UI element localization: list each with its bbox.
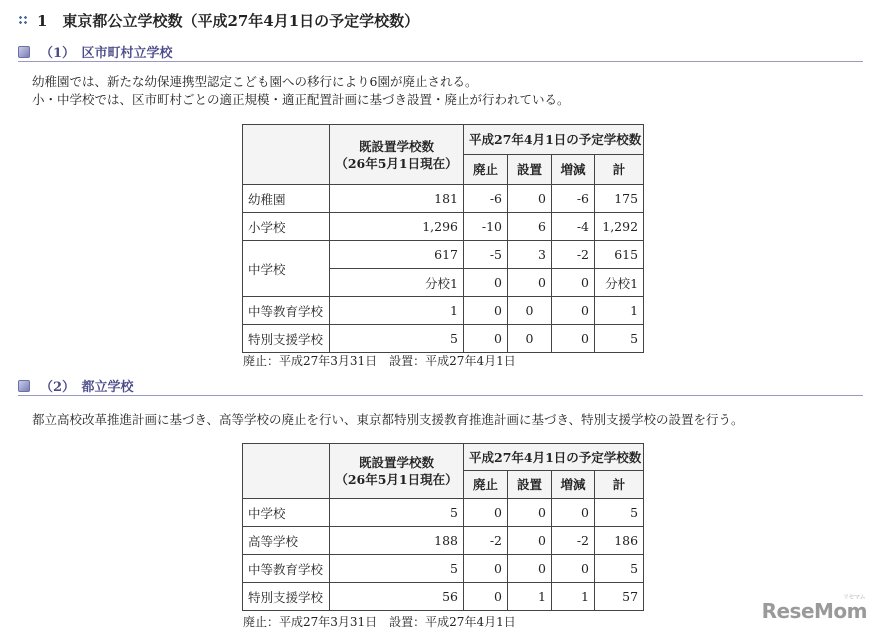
header-closed: 廃止	[464, 155, 508, 185]
metropolitan-schools-table	[242, 443, 644, 611]
table-row: 中等教育学校 5 0 0 0 5	[243, 555, 644, 583]
grid-dots-icon	[18, 15, 29, 26]
header-planned: 平成27年4月1日の予定学校数	[464, 444, 644, 471]
municipal-schools-table	[242, 124, 644, 353]
section1-heading	[18, 42, 173, 61]
logo-kana: リセマム	[843, 594, 865, 601]
table-row: 特別支援学校 56 0 1 1 57	[243, 583, 644, 611]
header-change: 増減	[552, 471, 595, 499]
table-note: 廃止：平成27年3月31日 設置：平成27年4月1日	[243, 615, 516, 629]
header-planned: 平成27年4月1日の予定学校数	[464, 125, 644, 155]
table-row: 高等学校 188 -2 0 -2 186	[243, 527, 644, 555]
paragraph-line: 幼稚園では、新たな幼保連携型認定こども園への移行により6園が廃止される。	[32, 74, 478, 89]
section1-paragraph	[32, 73, 570, 109]
section1-heading-text: （1） 区市町村立学校	[40, 46, 173, 61]
header-existing: 既設置学校数 （26年5月1日現在）	[330, 444, 464, 499]
table-row: 小学校 1,296 -10 6 -4 1,292	[243, 213, 644, 241]
header-closed: 廃止	[464, 471, 508, 499]
table-corner-cell	[243, 125, 330, 185]
header-existing: 既設置学校数 （26年5月1日現在）	[330, 125, 464, 185]
header-opened: 設置	[508, 471, 552, 499]
paragraph-line: 都立高校改革推進計画に基づき、高等学校の廃止を行い、東京都特別支援教育推進計画に基づき、特別支援学校の設置を行う。	[32, 412, 744, 427]
section2-divider	[18, 395, 863, 396]
square-bullet-icon	[18, 380, 30, 392]
table-row: 特別支援学校 5 0 0 0 5	[243, 325, 644, 353]
table-row: 中学校 5 0 0 0 5	[243, 499, 644, 527]
resemom-logo	[761, 594, 867, 623]
paragraph-line: 小・中学校では、区市町村ごとの適正規模・適正配置計画に基づき設置・廃止が行われている。	[32, 92, 570, 107]
table-row: 幼稚園 181 -6 0 -6 175	[243, 185, 644, 213]
page-title-text: 1 東京都公立学校数（平成27年4月1日の予定学校数）	[37, 12, 420, 30]
logo-text: ReseMom	[761, 599, 867, 623]
page-title	[18, 10, 419, 31]
table-note: 廃止：平成27年3月31日 設置：平成27年4月1日	[243, 354, 516, 368]
header-total: 計	[595, 471, 644, 499]
section2-paragraph	[32, 411, 744, 429]
table-row: 中学校 617 -5 3 -2 615	[243, 241, 644, 269]
header-opened: 設置	[508, 155, 552, 185]
square-bullet-icon	[18, 46, 30, 58]
section1-divider	[18, 61, 863, 62]
section2-heading	[18, 376, 134, 395]
section2-heading-text: （2） 都立学校	[40, 380, 134, 395]
table-row: 分校1 0 0 0 分校1	[243, 269, 644, 297]
header-change: 増減	[552, 155, 595, 185]
table-row: 中等教育学校 1 0 0 0 1	[243, 297, 644, 325]
header-total: 計	[595, 155, 644, 185]
table-corner-cell	[243, 444, 330, 499]
